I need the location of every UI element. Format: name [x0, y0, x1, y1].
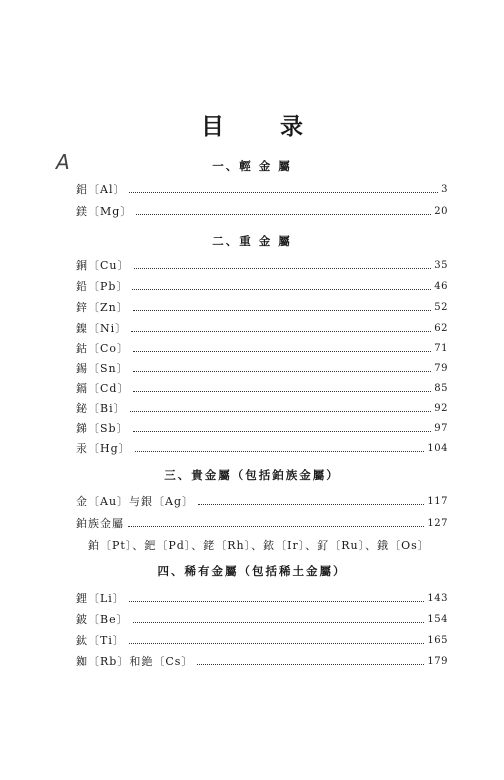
- section-heading-precious-metals: 三、貴金屬（包括鉑族金屬）: [164, 468, 340, 482]
- toc-entry-label: 鈷〔Co〕: [76, 342, 130, 355]
- dot-leader: [134, 267, 432, 269]
- toc-entry[interactable]: [76, 278, 448, 294]
- toc-entry-page: 3: [441, 184, 448, 195]
- toc-entry-label: 鉛〔Pb〕: [76, 280, 129, 293]
- toc-entry-label: 鉍〔Bi〕: [76, 402, 126, 415]
- dot-leader: [128, 525, 424, 527]
- toc-entry[interactable]: [76, 257, 448, 273]
- toc-entry-page: 20: [434, 206, 448, 217]
- toc-entry-label: 汞〔Hg〕: [76, 442, 131, 455]
- toc-entry[interactable]: [76, 181, 448, 197]
- toc-entry[interactable]: [76, 611, 448, 627]
- toc-entry-page: 154: [427, 614, 448, 625]
- dot-leader: [133, 309, 432, 311]
- dot-leader: [131, 330, 431, 332]
- toc-entry[interactable]: [76, 400, 448, 416]
- toc-entry[interactable]: [76, 420, 448, 436]
- dot-leader: [132, 288, 431, 290]
- toc-entry-page: 85: [434, 383, 448, 394]
- dot-leader: [198, 503, 424, 505]
- dot-leader: [133, 370, 432, 372]
- toc-entry-label: 鉑族金屬: [76, 517, 124, 530]
- toc-entry-label: 銅〔Cu〕: [76, 259, 130, 272]
- toc-entry-label: 鎂〔Mg〕: [76, 205, 133, 218]
- toc-entry[interactable]: [76, 360, 448, 376]
- toc-entry-label: 鋰〔Li〕: [76, 592, 125, 605]
- toc-entry[interactable]: [76, 340, 448, 356]
- toc-entry-label: 金〔Au〕与銀〔Ag〕: [76, 495, 195, 508]
- dot-leader: [129, 642, 425, 644]
- handwritten-mark: A: [56, 150, 70, 174]
- toc-entry-page: 127: [427, 518, 448, 529]
- section-heading-heavy-metals: 二、重 金 屬: [212, 234, 292, 248]
- platinum-group-list: 鉑〔Pt〕、鈀〔Pd〕、銠〔Rh〕、銥〔Ir〕、釕〔Ru〕、鋨〔Os〕: [88, 539, 430, 552]
- dot-leader: [133, 350, 431, 352]
- toc-entry-label: 銣〔Rb〕和銫〔Cs〕: [76, 655, 194, 668]
- toc-entry-page: 62: [434, 323, 448, 334]
- toc-entry[interactable]: [76, 515, 448, 531]
- toc-entry-label: 鋅〔Zn〕: [76, 301, 129, 314]
- toc-entry-label: 鈦〔Ti〕: [76, 634, 125, 647]
- toc-entry-page: 52: [434, 302, 448, 313]
- toc-entry-page: 79: [434, 363, 448, 374]
- toc-entry-page: 179: [427, 656, 448, 667]
- toc-entry-page: 71: [434, 343, 448, 354]
- toc-entry-page: 165: [427, 635, 448, 646]
- toc-entry-label: 銻〔Sb〕: [76, 422, 129, 435]
- toc-entry[interactable]: [76, 299, 448, 315]
- toc-entry-label: 鋁〔Al〕: [76, 183, 126, 196]
- dot-leader: [130, 410, 432, 412]
- toc-entry[interactable]: [76, 493, 448, 509]
- toc-entry-label: 鈹〔Be〕: [76, 613, 129, 626]
- toc-entry[interactable]: [76, 590, 448, 606]
- section-heading-light-metals: 一、輕 金 屬: [212, 159, 292, 173]
- section-heading-rare-metals: 四、稀有金屬（包括稀土金屬）: [157, 564, 347, 578]
- dot-leader: [129, 600, 425, 602]
- dot-leader: [133, 430, 432, 432]
- toc-entry[interactable]: [76, 380, 448, 396]
- toc-entry[interactable]: [76, 203, 448, 219]
- toc-entry-label: 鎳〔Ni〕: [76, 322, 128, 335]
- dot-leader: [133, 621, 425, 623]
- toc-entry-label: 鎘〔Cd〕: [76, 382, 130, 395]
- toc-entry-page: 46: [434, 281, 448, 292]
- dot-leader: [136, 213, 431, 215]
- toc-entry-page: 104: [427, 443, 448, 454]
- dot-leader: [197, 663, 424, 665]
- toc-entry-page: 92: [434, 403, 448, 414]
- dot-leader: [135, 450, 425, 452]
- dot-leader: [129, 191, 438, 193]
- page-title: 目 录: [200, 113, 327, 140]
- toc-entry-page: 97: [434, 423, 448, 434]
- toc-entry[interactable]: [76, 653, 448, 669]
- toc-entry[interactable]: [76, 632, 448, 648]
- toc-entry[interactable]: [76, 440, 448, 456]
- dot-leader: [133, 390, 431, 392]
- toc-entry-page: 143: [427, 593, 448, 604]
- toc-entry-page: 117: [427, 496, 448, 507]
- toc-entry[interactable]: [76, 320, 448, 336]
- toc-entry-page: 35: [434, 260, 448, 271]
- toc-entry-label: 錫〔Sn〕: [76, 362, 129, 375]
